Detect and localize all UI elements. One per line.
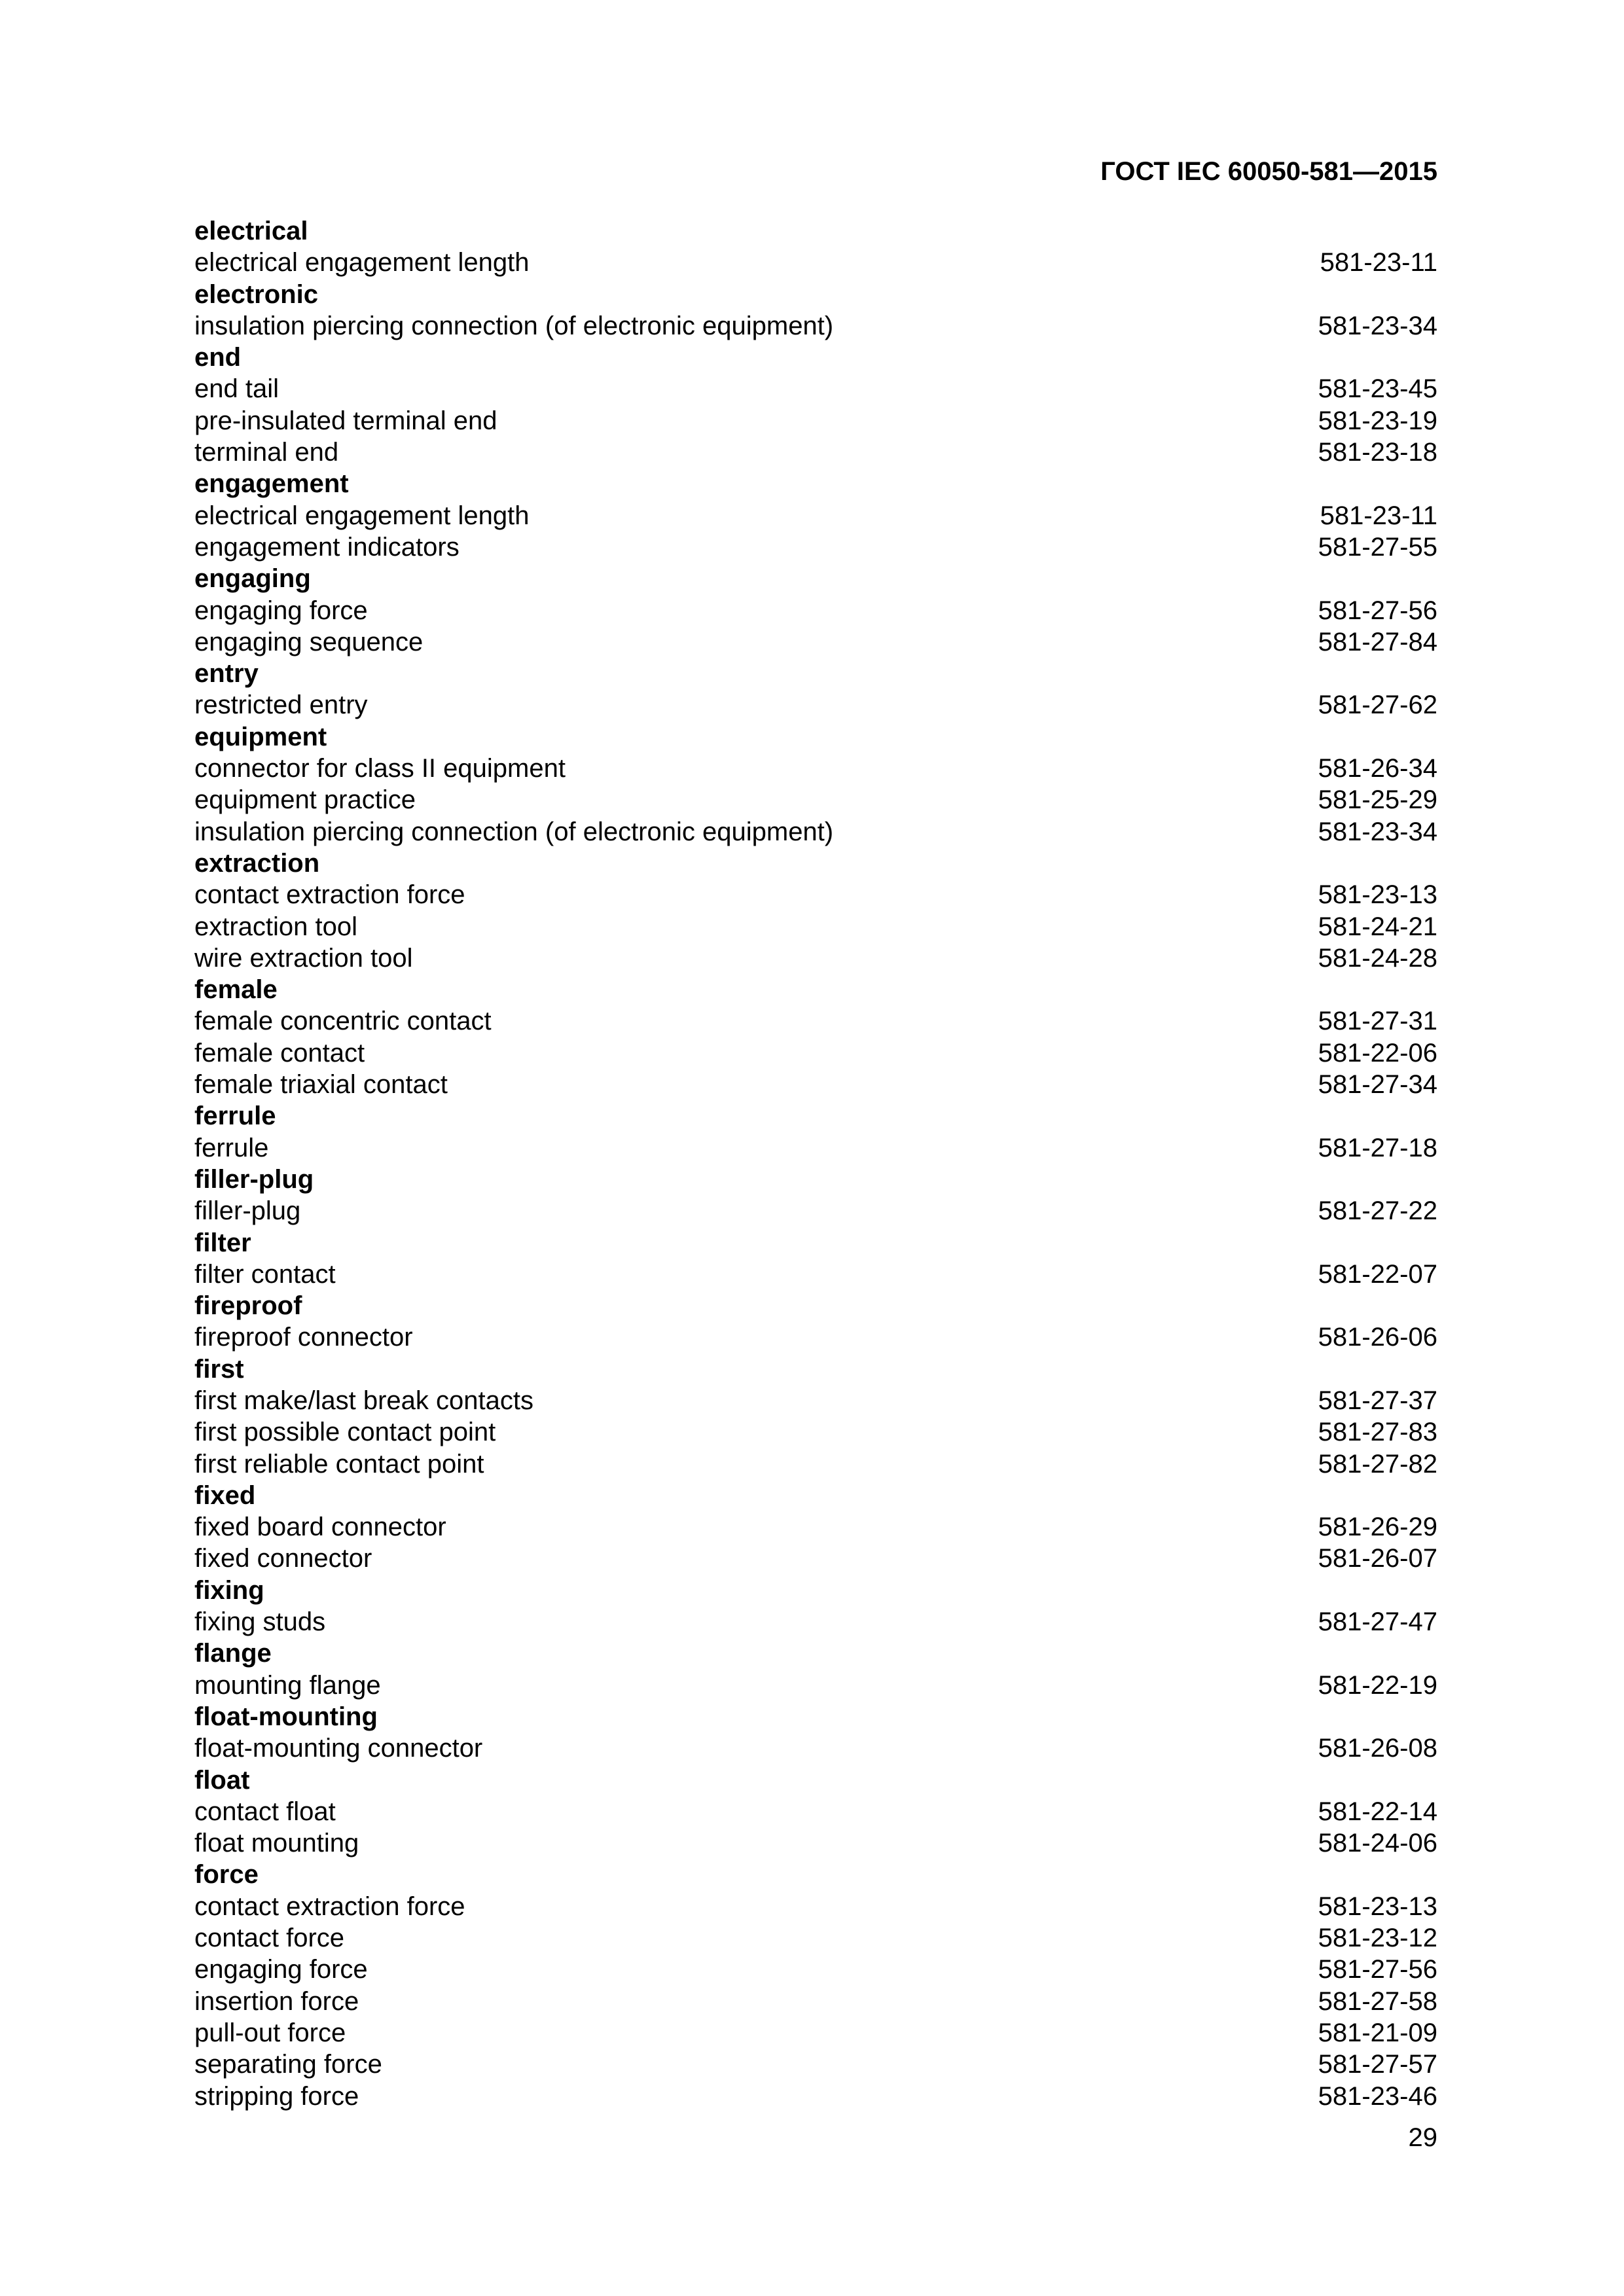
index-entry (194, 1132, 1437, 1164)
page-header (1100, 152, 1437, 191)
keyword-label: float (194, 1765, 250, 1795)
index-keyword (194, 1164, 1437, 1195)
keyword-label: fixed (194, 1480, 256, 1510)
index-keyword (194, 279, 1437, 310)
index-entry (194, 816, 1437, 848)
term-code: 581-27-62 (1318, 691, 1437, 720)
term-code: 581-23-45 (1318, 374, 1437, 404)
index-entry (194, 595, 1437, 626)
term-code: 581-21-09 (1318, 2018, 1437, 2047)
term-name: fixing studs (194, 1607, 326, 1637)
term-index (194, 215, 1437, 2112)
term-code: 581-26-06 (1318, 1323, 1437, 1352)
term-code: 581-27-34 (1318, 1070, 1437, 1100)
index-keyword (194, 1765, 1437, 1796)
keyword-label: filler-plug (194, 1164, 314, 1194)
keyword-label: engagement (194, 469, 349, 499)
index-entry (194, 373, 1437, 404)
index-entry (194, 1954, 1437, 1985)
index-entry (194, 1448, 1437, 1480)
index-entry (194, 2049, 1437, 2080)
term-code: 581-27-31 (1318, 1007, 1437, 1036)
term-code: 581-22-07 (1318, 1259, 1437, 1289)
index-entry (194, 1827, 1437, 1859)
index-entry (194, 1796, 1437, 1827)
index-entry (194, 310, 1437, 342)
keyword-label: flange (194, 1639, 272, 1668)
keyword-label: female (194, 975, 278, 1005)
index-keyword (194, 721, 1437, 753)
index-entry (194, 1986, 1437, 2017)
index-keyword (194, 1354, 1437, 1385)
term-name: contact float (194, 1797, 336, 1826)
index-entry (194, 911, 1437, 942)
term-name: pre-insulated terminal end (194, 406, 497, 435)
term-code: 581-27-37 (1318, 1386, 1437, 1415)
term-name: ferrule (194, 1133, 269, 1162)
term-code: 581-27-58 (1318, 1986, 1437, 2016)
keyword-label: fireproof (194, 1291, 302, 1321)
term-code: 581-27-57 (1318, 2050, 1437, 2079)
term-code: 581-23-12 (1318, 1924, 1437, 1953)
term-name: connector for class II equipment (194, 754, 566, 783)
index-entry (194, 879, 1437, 910)
index-entry (194, 1005, 1437, 1037)
index-entry (194, 500, 1437, 531)
index-keyword (194, 658, 1437, 689)
index-entry (194, 1543, 1437, 1574)
index-entry (194, 1195, 1437, 1227)
term-name: stripping force (194, 2081, 359, 2111)
term-name: electrical engagement length (194, 501, 530, 530)
keyword-label: extraction (194, 848, 320, 878)
term-code: 581-27-84 (1318, 627, 1437, 656)
term-code: 581-23-13 (1318, 1892, 1437, 1921)
index-entry (194, 247, 1437, 278)
term-name: contact force (194, 1924, 345, 1953)
keyword-label: filter (194, 1228, 251, 1257)
term-name: filter contact (194, 1259, 336, 1289)
index-entry (194, 1891, 1437, 1922)
keyword-label: equipment (194, 722, 327, 751)
term-name: first possible contact point (194, 1418, 496, 1447)
index-entry (194, 942, 1437, 974)
term-name: engagement indicators (194, 532, 460, 562)
term-code: 581-22-19 (1318, 1670, 1437, 1700)
term-code: 581-27-82 (1318, 1449, 1437, 1479)
term-name: insulation piercing connection (of electronic equipment) (194, 817, 834, 846)
term-name: terminal end (194, 438, 339, 467)
index-keyword (194, 1701, 1437, 1732)
index-keyword (194, 468, 1437, 499)
term-code: 581-26-07 (1318, 1544, 1437, 1573)
keyword-label: ferrule (194, 1102, 276, 1131)
keyword-label: entry (194, 659, 259, 689)
term-name: end tail (194, 374, 279, 404)
term-name: fixed connector (194, 1544, 372, 1573)
index-entry (194, 1670, 1437, 1701)
term-name: contact extraction force (194, 1892, 465, 1921)
index-entry (194, 531, 1437, 563)
index-entry (194, 1069, 1437, 1100)
keyword-label: engaging (194, 564, 311, 594)
keyword-label: electrical (194, 217, 308, 245)
page-number: 29 (1408, 2123, 1437, 2152)
term-name: filler-plug (194, 1196, 301, 1226)
index-entry (194, 626, 1437, 658)
term-name: float-mounting connector (194, 1734, 483, 1763)
term-name: fixed board connector (194, 1513, 446, 1542)
term-code: 581-23-46 (1318, 2081, 1437, 2111)
term-code: 581-24-28 (1318, 943, 1437, 973)
keyword-label: fixing (194, 1575, 264, 1605)
index-entry (194, 753, 1437, 784)
term-name: restricted entry (194, 691, 368, 720)
term-code: 581-23-18 (1318, 438, 1437, 467)
index-entry (194, 405, 1437, 437)
term-name: female contact (194, 1038, 365, 1067)
term-code: 581-27-83 (1318, 1418, 1437, 1447)
index-entry (194, 689, 1437, 721)
standard-id: ГОСТ IEC 60050-581—2015 (1100, 157, 1437, 186)
index-entry (194, 1732, 1437, 1764)
term-code: 581-27-56 (1318, 596, 1437, 625)
index-keyword (194, 342, 1437, 373)
term-code: 581-23-11 (1320, 248, 1437, 278)
term-code: 581-26-34 (1318, 754, 1437, 783)
term-code: 581-24-21 (1318, 912, 1437, 941)
index-entry (194, 2081, 1437, 2112)
term-code: 581-27-22 (1318, 1196, 1437, 1226)
term-code: 581-23-34 (1318, 817, 1437, 846)
index-entry (194, 1416, 1437, 1448)
term-code: 581-23-34 (1318, 311, 1437, 340)
term-code: 581-23-19 (1318, 406, 1437, 435)
index-keyword (194, 1575, 1437, 1606)
index-entry (194, 1321, 1437, 1353)
keyword-label: float-mounting (194, 1702, 378, 1731)
index-keyword (194, 1100, 1437, 1132)
term-code: 581-22-06 (1318, 1038, 1437, 1067)
term-name: float mounting (194, 1829, 359, 1858)
index-keyword (194, 1290, 1437, 1321)
term-name: pull-out force (194, 2018, 346, 2047)
keyword-label: first (194, 1354, 244, 1384)
term-name: insertion force (194, 1986, 359, 2016)
keyword-label: electronic (194, 279, 318, 309)
term-code: 581-27-47 (1318, 1607, 1437, 1637)
index-keyword (194, 974, 1437, 1005)
index-keyword (194, 1227, 1437, 1259)
term-code: 581-27-56 (1318, 1955, 1437, 1984)
term-name: wire extraction tool (194, 943, 413, 973)
term-name: separating force (194, 2050, 382, 2079)
term-name: female triaxial contact (194, 1070, 448, 1100)
term-name: mounting flange (194, 1670, 381, 1700)
index-keyword (194, 848, 1437, 879)
term-name: contact extraction force (194, 880, 465, 910)
keyword-label: force (194, 1860, 259, 1890)
term-name: first make/last break contacts (194, 1386, 533, 1415)
term-name: equipment practice (194, 785, 416, 815)
term-name: insulation piercing connection (of electronic equipment) (194, 311, 834, 340)
index-entry (194, 1922, 1437, 1954)
index-entry (194, 784, 1437, 816)
index-entry (194, 1385, 1437, 1416)
term-code: 581-23-13 (1318, 880, 1437, 910)
index-keyword (194, 1859, 1437, 1890)
term-code: 581-26-08 (1318, 1734, 1437, 1763)
term-code: 581-25-29 (1318, 785, 1437, 815)
index-entry (194, 2017, 1437, 2049)
term-name: electrical engagement length (194, 248, 530, 278)
keyword-label: end (194, 343, 242, 372)
index-entry (194, 1511, 1437, 1543)
term-name: female concentric contact (194, 1007, 492, 1036)
term-name: first reliable contact point (194, 1449, 484, 1479)
term-name: fireproof connector (194, 1323, 413, 1352)
term-code: 581-27-55 (1318, 532, 1437, 562)
term-code: 581-27-18 (1318, 1133, 1437, 1162)
term-name: extraction tool (194, 912, 358, 941)
index-keyword (194, 215, 1437, 247)
index-entry (194, 1259, 1437, 1290)
term-name: engaging sequence (194, 627, 424, 656)
term-name: engaging force (194, 1955, 368, 1984)
term-code: 581-23-11 (1320, 501, 1437, 530)
term-name: engaging force (194, 596, 368, 625)
term-code: 581-26-29 (1318, 1513, 1437, 1542)
index-entry (194, 1037, 1437, 1069)
index-keyword (194, 563, 1437, 594)
index-keyword (194, 1480, 1437, 1511)
term-code: 581-22-14 (1318, 1797, 1437, 1826)
term-code: 581-24-06 (1318, 1829, 1437, 1858)
index-entry (194, 1606, 1437, 1638)
index-entry (194, 437, 1437, 468)
index-keyword (194, 1638, 1437, 1669)
